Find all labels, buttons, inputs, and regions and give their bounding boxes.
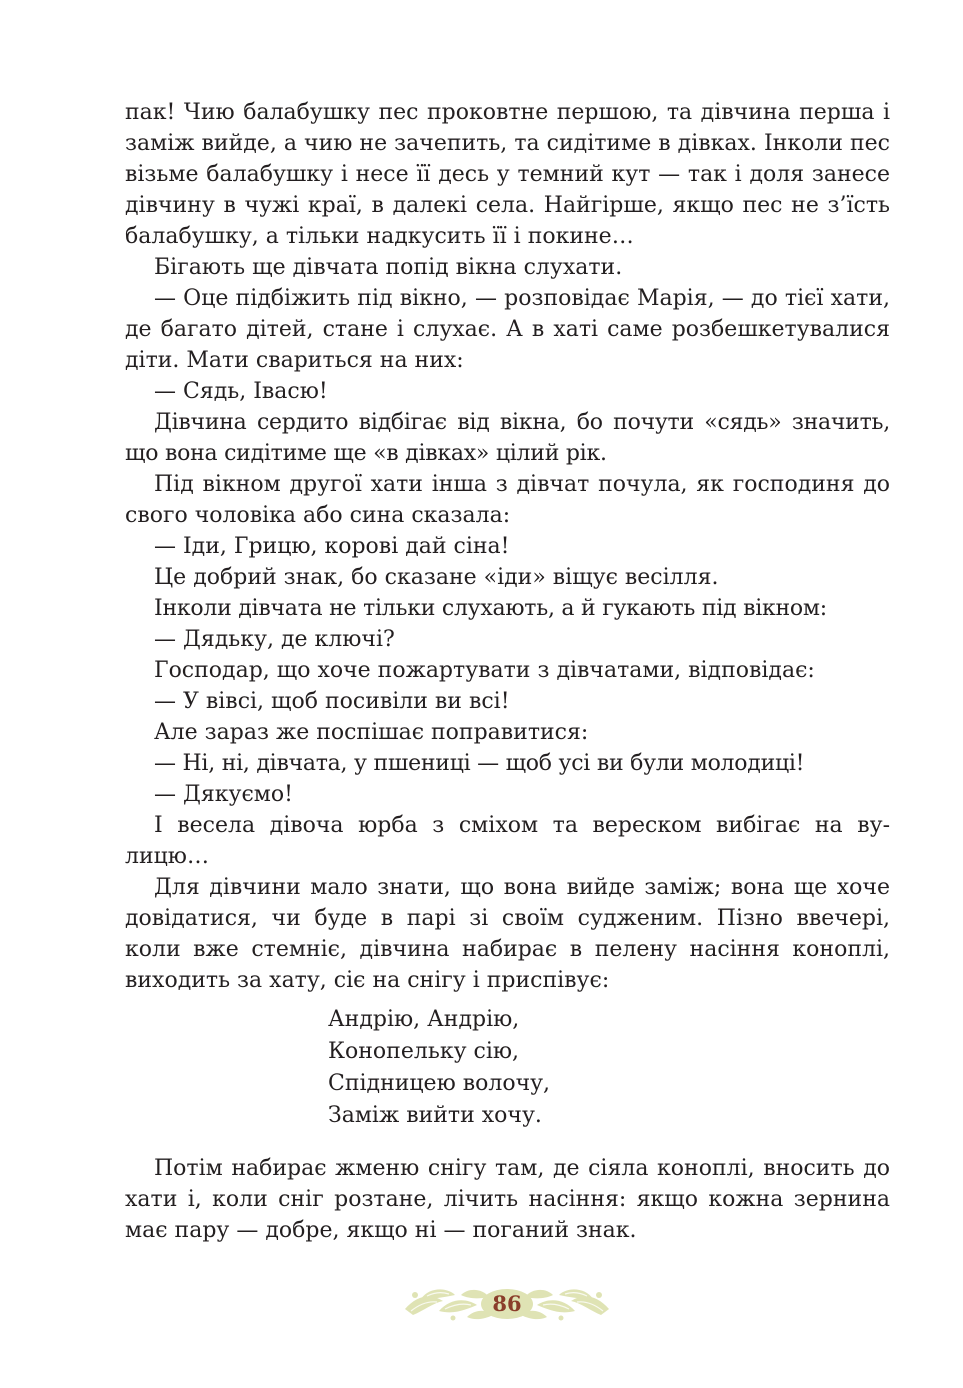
paragraph: — Оце підбіжить під вікно, — розповідає Марія, — до тієї хати, де багато дітей, стане і слухає. А в хаті саме розбешкетувалися діти. Мати свариться на них: [125, 286, 890, 373]
verse-block [125, 1004, 890, 1132]
dialogue-line: — Ні, ні, дівчата, у пшениці — щоб усі ви були молодиці! [154, 751, 805, 776]
dialogue-line: — Сядь, Івасю! [154, 379, 328, 404]
paragraph: Дівчина сердито відбігає від вікна, бо почути «сядь» значить, що вона сидітиме ще «в дівках» цілий рік. [125, 410, 890, 466]
page-footer [403, 1285, 611, 1323]
paragraph: І весела дівоча юрба з сміхом та вереском вибігає на вулицю… [125, 813, 890, 869]
paragraph: Це добрий знак, бо сказане «іди» віщує весілля. [154, 565, 719, 590]
dialogue-line: — Дядьку, де ключі? [154, 627, 395, 652]
verse-line: Спідницею волочу, [328, 1071, 551, 1096]
paragraph: пак! Чию балабушку пес проковтне першою, та дівчина перша і заміж вийде, а чию не зачепить, та сидітиме в дівках. Інколи пес візьме балабушку і несе її десь у темний кут — так і доля занесе дівчину в чужі краї, в далекі села. Найгірше, якщо пес не з’їсть балабушку, а тільки надкусить її і покине… [125, 100, 890, 249]
dialogue-line: — Іди, Грицю, корові дай сіна! [154, 534, 510, 559]
paragraph: Інколи дівчата не тільки слухають, а й гукають під вікном: [154, 596, 827, 621]
verse-line: Заміж вийти хочу. [328, 1103, 542, 1128]
dialogue-line: — У вівсі, щоб посивіли ви всі! [154, 689, 510, 714]
verse-line: Андрію, Андрію, [328, 1007, 520, 1032]
closing-paragraph: Потім набирає жменю снігу там, де сіяла коноплі, вносить до хати і, коли сніг розтане, лічить насіння: якщо кожна зернина має пару — добре, якщо ні — поганий знак. [125, 1156, 890, 1243]
paragraph: Для дівчини мало знати, що вона вийде заміж; вона ще хоче довідатися, чи буде в парі зі своїм судженим. Пізно ввечері, коли вже стемніє, дівчина набирає в пелену насіння коноплі, виходить за хату, сіє на снігу і приспівує: [125, 875, 890, 993]
paragraph: Господар, що хоче пожартувати з дівчатами, відповідає: [154, 658, 815, 683]
page-body-text [125, 97, 890, 1246]
dialogue-line: — Дякуємо! [154, 782, 293, 807]
paragraph: Під вікном другої хати інша з дівчат почула, як господиня до свого чоловіка або сина сказала: [125, 472, 890, 528]
paragraph: Але зараз же поспішає поправитися: [154, 720, 589, 745]
verse-line: Конопельку сію, [328, 1039, 520, 1064]
paragraph: Бігають ще дівчата попід вікна слухати. [154, 255, 623, 280]
page-number: 86 [492, 1291, 522, 1316]
